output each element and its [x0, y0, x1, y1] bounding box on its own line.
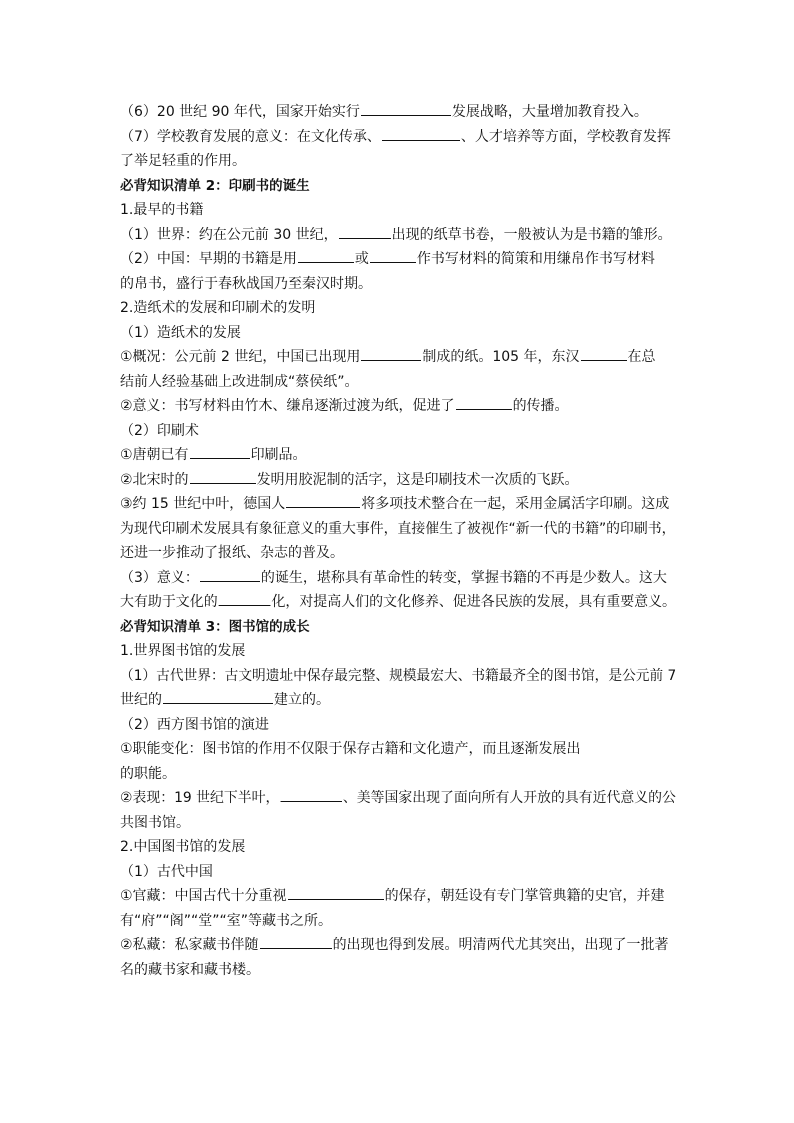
subheading: 1.世界图书馆的发展	[120, 643, 246, 659]
text-line: （1）古代世界：古文明遗址中保存最完整、规模最宏大、书籍最齐全的图书馆，是公元前 7	[120, 667, 677, 684]
fill-blank[interactable]	[280, 786, 341, 802]
subheading: 2.造纸术的发展和印刷术的发明	[120, 300, 316, 316]
text-line: ②私藏：私家藏书伴随 的出现也得到发展。明清两代尤其突出，出现了一批著	[120, 933, 676, 958]
fill-blank[interactable]	[298, 247, 354, 263]
text-line: 的职能。	[120, 765, 176, 782]
text-line: 结前人经验基础上改进制成“蔡侯纸”。	[120, 373, 359, 390]
text-line: ②北宋时的 发明用胶泥制的活字，这是印刷技术一次质的飞跃。	[120, 468, 676, 493]
fill-blank[interactable]	[190, 443, 250, 459]
text-line: 世纪的 建立的。	[120, 688, 676, 713]
subheading: 2.中国图书馆的发展	[120, 839, 246, 855]
text-line: ①职能变化：图书馆的作用不仅限于保存古籍和文化遗产，而且逐渐发展出	[120, 741, 581, 757]
text-line: ②意义：书写材料由竹木、缣帛逐渐过渡为纸，促进了 的传播。	[120, 394, 676, 419]
text-line: ①官藏：中国古代十分重视 的保存，朝廷设有专门掌管典籍的史官，并建	[120, 884, 676, 909]
text-line: ①唐朝已有 印刷品。	[120, 443, 676, 468]
text-line: （2）印刷术	[120, 422, 199, 439]
fill-blank[interactable]	[339, 223, 391, 239]
fill-blank[interactable]	[163, 688, 273, 704]
fill-blank[interactable]	[260, 933, 332, 949]
text-line: （2）中国：早期的书籍是用 或 作书写材料的简策和用缣帛作书写材料	[120, 247, 676, 272]
fill-blank[interactable]	[581, 345, 627, 361]
fill-blank[interactable]	[219, 590, 271, 606]
text-line: （6）20 世纪 90 年代，国家开始实行 发展战略，大量增加教育投入。	[120, 100, 676, 125]
text-line: 共图书馆。	[120, 814, 190, 831]
text-line: 还进一步推动了报纸、杂志的普及。	[120, 545, 344, 561]
text-line: （2）西方图书馆的演进	[120, 716, 269, 733]
text-line: 大有助于文化的 化，对提高人们的文化修养、促进各民族的发展，具有重要意义。	[120, 590, 676, 615]
fill-blank[interactable]	[456, 394, 512, 410]
text-line: 为现代印刷术发展具有象征意义的重大事件，直接催生了被视作“新一代的书籍”的印刷书，	[120, 520, 676, 537]
fill-blank[interactable]	[286, 492, 360, 508]
text-line: 名的藏书家和藏书楼。	[120, 961, 260, 978]
text-line: 有“府”“阁”“堂”“室”等藏书之所。	[120, 912, 333, 929]
section-heading: 必背知识清单 3：图书馆的成长	[120, 618, 310, 635]
text-line: （1）古代中国	[120, 863, 213, 880]
text-line: （3）意义： 的诞生，堪称具有革命性的转变，掌握书籍的不再是少数人。这大	[120, 566, 676, 591]
text-line: 的帛书，盛行于春秋战国乃至秦汉时期。	[120, 275, 372, 292]
text-line: （1）世界：约在公元前 30 世纪， 出现的纸草书卷，一般被认为是书籍的雏形。	[120, 223, 676, 248]
fill-blank[interactable]	[288, 884, 384, 900]
text-line: （1）造纸术的发展	[120, 324, 241, 341]
fill-blank[interactable]	[200, 566, 260, 582]
fill-blank[interactable]	[190, 468, 256, 484]
text-line: （7）学校教育发展的意义：在文化传承、 、人才培养等方面，学校教育发挥	[120, 125, 676, 150]
fill-blank[interactable]	[370, 247, 416, 263]
fill-blank[interactable]	[382, 125, 460, 141]
fill-blank[interactable]	[361, 100, 451, 116]
text-line: ②表现：19 世纪下半叶， 、美等国家出现了面向所有人开放的具有近代意义的公	[120, 786, 676, 811]
section-heading: 必背知识清单 2：印刷书的诞生	[120, 177, 310, 194]
text-line: ③约 15 世纪中叶，德国人 将多项技术整合在一起，采用金属活字印刷。这成	[120, 492, 676, 517]
subheading: 1.最早的书籍	[120, 202, 204, 218]
text-line: 了举足轻重的作用。	[120, 153, 246, 169]
fill-blank[interactable]	[361, 345, 421, 361]
text-line: ①概况：公元前 2 世纪，中国已出现用 制成的纸。105 年，东汉 在总	[120, 345, 676, 370]
document-body	[120, 100, 676, 982]
